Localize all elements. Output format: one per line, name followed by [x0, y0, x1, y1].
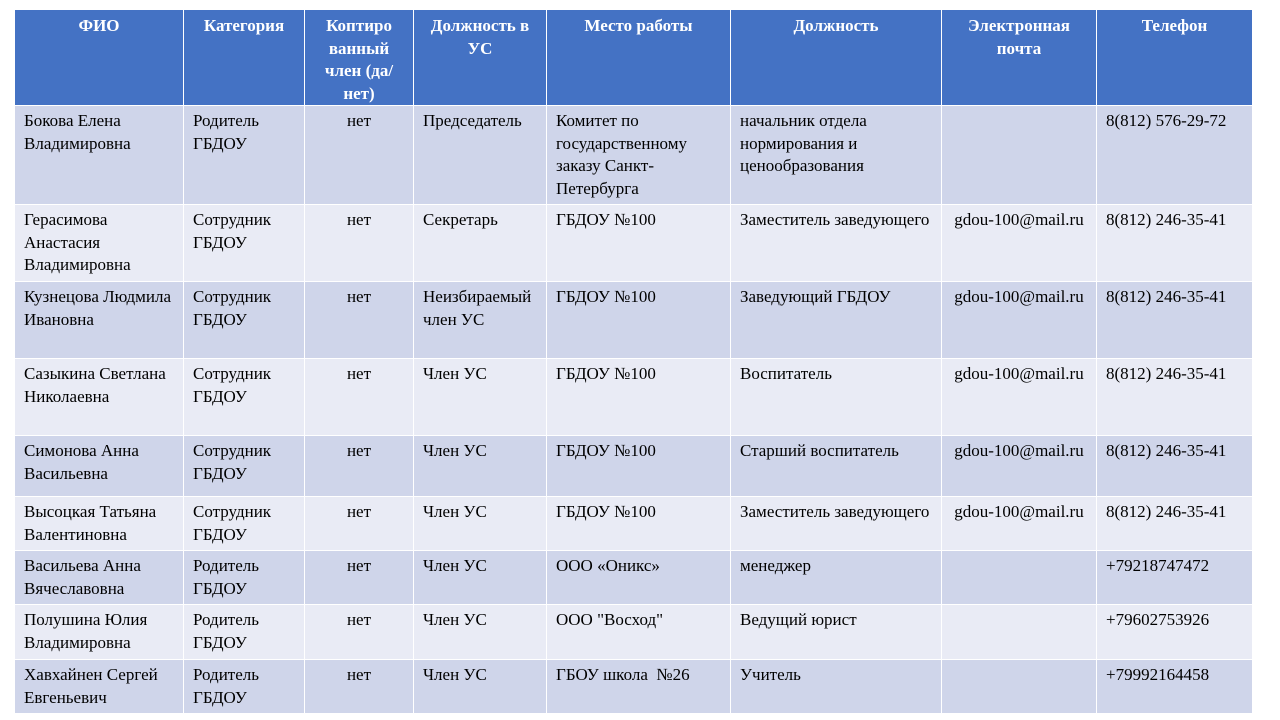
cell-full-name: Хавхайнен Сергей Евгеньевич	[15, 660, 184, 714]
cell-category: Родитель ГБДОУ	[184, 605, 305, 660]
cell-phone: +79218747472	[1097, 551, 1253, 605]
cell-job-title: Заместитель заведующего	[731, 205, 942, 282]
cell-workplace: ГБДОУ №100	[547, 282, 731, 359]
cell-email	[942, 551, 1097, 605]
cell-full-name: Симонова Анна Васильевна	[15, 436, 184, 497]
cell-category: Сотрудник ГБДОУ	[184, 359, 305, 436]
table-row	[15, 497, 1253, 551]
cell-council-position: Член УС	[414, 436, 547, 497]
table-header-row	[15, 10, 1253, 106]
cell-council-position: Председатель	[414, 106, 547, 205]
cell-co-opted: нет	[305, 497, 414, 551]
header-job-title: Должность	[731, 10, 942, 106]
cell-council-position: Член УС	[414, 660, 547, 714]
cell-job-title: Заместитель заведующего	[731, 497, 942, 551]
table-row	[15, 205, 1253, 282]
header-category: Категория	[184, 10, 305, 106]
cell-email: gdou-100@mail.ru	[942, 436, 1097, 497]
cell-job-title: начальник отдела нормирования и ценообразования	[731, 106, 942, 205]
header-co-opted-member: Коптиро ванный член (да/нет)	[305, 10, 414, 106]
table-row	[15, 282, 1253, 359]
cell-email: gdou-100@mail.ru	[942, 205, 1097, 282]
cell-council-position: Член УС	[414, 605, 547, 660]
cell-co-opted: нет	[305, 436, 414, 497]
cell-email: gdou-100@mail.ru	[942, 282, 1097, 359]
cell-job-title: менеджер	[731, 551, 942, 605]
header-council-position: Должность в УС	[414, 10, 547, 106]
header-full-name: ФИО	[15, 10, 184, 106]
cell-phone: +79602753926	[1097, 605, 1253, 660]
cell-job-title: Старший воспитатель	[731, 436, 942, 497]
cell-workplace: ООО "Восход"	[547, 605, 731, 660]
cell-email: gdou-100@mail.ru	[942, 497, 1097, 551]
cell-job-title: Учитель	[731, 660, 942, 714]
cell-full-name: Кузнецова Людмила Ивановна	[15, 282, 184, 359]
cell-email	[942, 605, 1097, 660]
cell-full-name: Герасимова Анастасия Владимировна	[15, 205, 184, 282]
cell-category: Родитель ГБДОУ	[184, 106, 305, 205]
cell-email: gdou-100@mail.ru	[942, 359, 1097, 436]
cell-category: Сотрудник ГБДОУ	[184, 497, 305, 551]
table-row	[15, 660, 1253, 714]
cell-workplace: ГБДОУ №100	[547, 205, 731, 282]
cell-phone: +79992164458	[1097, 660, 1253, 714]
table-row	[15, 359, 1253, 436]
table-row	[15, 605, 1253, 660]
cell-phone: 8(812) 576-29-72	[1097, 106, 1253, 205]
cell-full-name: Сазыкина Светлана Николаевна	[15, 359, 184, 436]
cell-category: Родитель ГБДОУ	[184, 660, 305, 714]
cell-co-opted: нет	[305, 605, 414, 660]
cell-council-position: Член УС	[414, 551, 547, 605]
cell-workplace: ГБОУ школа №26	[547, 660, 731, 714]
cell-council-position: Неизбираемый член УС	[414, 282, 547, 359]
cell-job-title: Заведующий ГБДОУ	[731, 282, 942, 359]
header-phone: Телефон	[1097, 10, 1253, 106]
table-row	[15, 551, 1253, 605]
cell-council-position: Секретарь	[414, 205, 547, 282]
table-row	[15, 106, 1253, 205]
cell-job-title: Воспитатель	[731, 359, 942, 436]
cell-email	[942, 660, 1097, 714]
cell-council-position: Член УС	[414, 497, 547, 551]
cell-co-opted: нет	[305, 660, 414, 714]
cell-phone: 8(812) 246-35-41	[1097, 497, 1253, 551]
cell-category: Родитель ГБДОУ	[184, 551, 305, 605]
cell-phone: 8(812) 246-35-41	[1097, 282, 1253, 359]
cell-phone: 8(812) 246-35-41	[1097, 205, 1253, 282]
cell-full-name: Полушина Юлия Владимировна	[15, 605, 184, 660]
cell-phone: 8(812) 246-35-41	[1097, 359, 1253, 436]
cell-email	[942, 106, 1097, 205]
header-workplace: Место работы	[547, 10, 731, 106]
cell-co-opted: нет	[305, 106, 414, 205]
cell-category: Сотрудник ГБДОУ	[184, 205, 305, 282]
cell-category: Сотрудник ГБДОУ	[184, 282, 305, 359]
cell-co-opted: нет	[305, 551, 414, 605]
cell-workplace: ГБДОУ №100	[547, 359, 731, 436]
cell-full-name: Васильева Анна Вячеславовна	[15, 551, 184, 605]
cell-workplace: ГБДОУ №100	[547, 497, 731, 551]
cell-co-opted: нет	[305, 282, 414, 359]
cell-co-opted: нет	[305, 205, 414, 282]
cell-full-name: Бокова Елена Владимировна	[15, 106, 184, 205]
cell-phone: 8(812) 246-35-41	[1097, 436, 1253, 497]
cell-co-opted: нет	[305, 359, 414, 436]
cell-council-position: Член УС	[414, 359, 547, 436]
cell-full-name: Высоцкая Татьяна Валентиновна	[15, 497, 184, 551]
cell-workplace: Комитет по государственному заказу Санкт-Петербурга	[547, 106, 731, 205]
table-row	[15, 436, 1253, 497]
cell-category: Сотрудник ГБДОУ	[184, 436, 305, 497]
header-email: Электронная почта	[942, 10, 1097, 106]
cell-workplace: ООО «Оникс»	[547, 551, 731, 605]
cell-workplace: ГБДОУ №100	[547, 436, 731, 497]
governing-council-table	[14, 9, 1253, 714]
cell-job-title: Ведущий юрист	[731, 605, 942, 660]
